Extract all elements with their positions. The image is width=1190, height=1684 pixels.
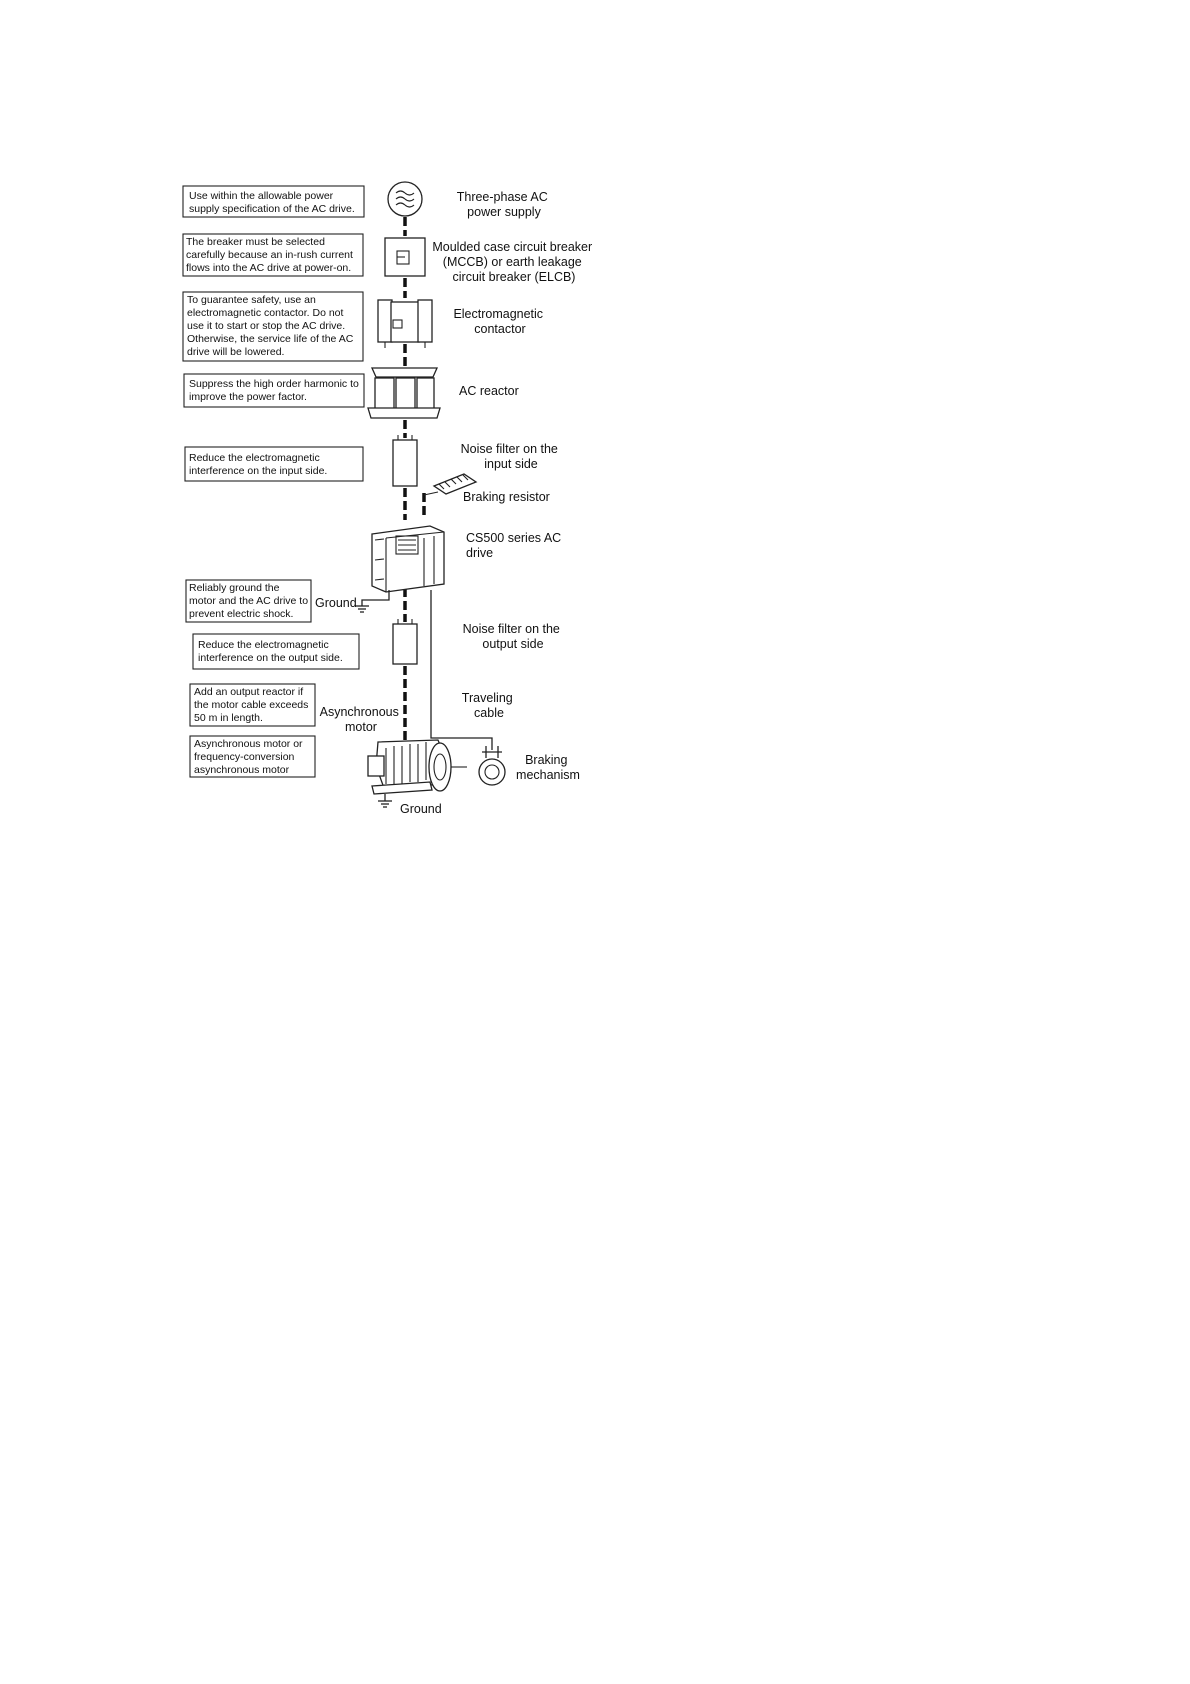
note-power: Use within the allowable power supply specification of the AC drive. — [189, 190, 355, 215]
note-motor-type: Asynchronous motor or frequency-conversion asynchronous motor — [194, 738, 303, 776]
contactor-icon — [378, 300, 432, 348]
label-ground-motor: Ground — [400, 802, 442, 816]
traveling-cable-wire — [431, 590, 492, 750]
note-reactor: Suppress the high order harmonic to improve the power factor. — [189, 378, 359, 403]
label-input-filter: Noise filter on the input side — [460, 442, 558, 471]
label-power-supply: Three-phase AC power supply — [456, 190, 548, 219]
note-contactor: To guarantee safety, use an electromagnetic contactor. Do not use it to start or stop the AC drive. Otherwise, the service life of the AC drive will be lowered. — [187, 294, 354, 358]
circuit-breaker-icon — [385, 238, 425, 276]
ac-drive-icon — [372, 526, 444, 592]
label-mccb: Moulded case circuit breaker (MCCB) or earth leakage circuit breaker (ELCB) — [432, 240, 593, 284]
motor-icon — [368, 740, 467, 807]
output-noise-filter-icon — [393, 619, 417, 664]
input-noise-filter-icon — [393, 435, 417, 486]
note-output-reactor: Add an output reactor if the motor cable exceeds 50 m in length. — [194, 686, 309, 724]
label-motor: Asynchronous motor — [319, 705, 399, 734]
label-drive: CS500 series AC drive — [466, 531, 562, 560]
drive-ground-wire — [355, 590, 389, 612]
note-ground: Reliably ground the motor and the AC drive to prevent electric shock. — [189, 582, 309, 620]
label-contactor: Electromagnetic contactor — [453, 307, 544, 336]
label-output-filter: Noise filter on the output side — [462, 622, 560, 651]
reactor-icon — [368, 368, 440, 418]
note-breaker: The breaker must be selected carefully because an in-rush current flows into the AC drive at power-on. — [186, 236, 353, 274]
label-braking-mechanism: Braking mechanism — [516, 753, 580, 782]
note-input-filter: Reduce the electromagnetic interference on the input side. — [189, 452, 328, 477]
label-ac-reactor: AC reactor — [459, 384, 519, 398]
note-output-filter: Reduce the electromagnetic interference on the output side. — [198, 639, 343, 664]
label-traveling-cable: Traveling cable — [461, 691, 513, 720]
label-braking-resistor: Braking resistor — [463, 490, 550, 504]
label-ground-drive: Ground — [315, 596, 357, 610]
ac-wave-symbol-icon — [388, 182, 422, 216]
brake-icon — [479, 746, 505, 785]
